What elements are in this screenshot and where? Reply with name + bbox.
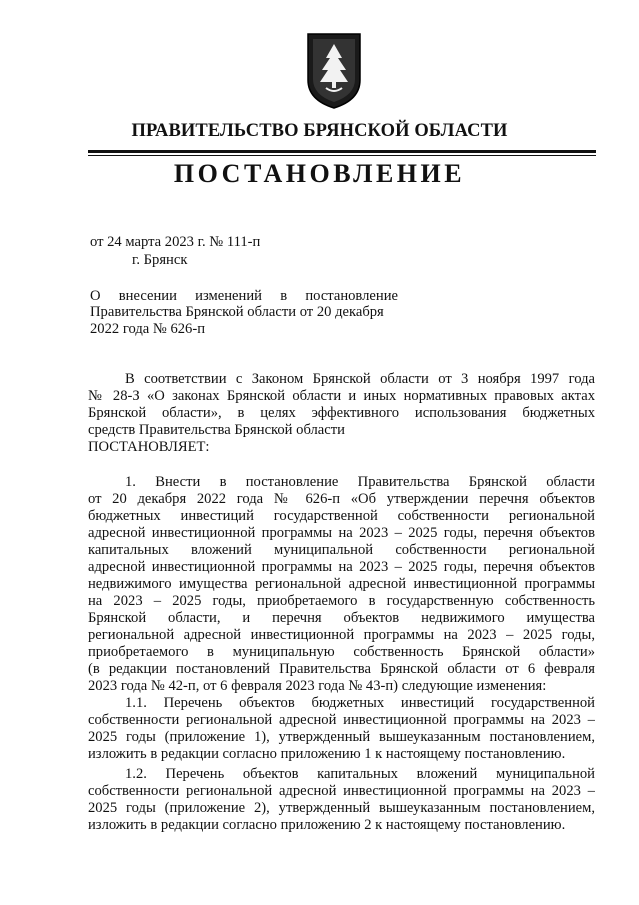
item1-line: адресной инвестиционной программы на 2023 – 2025 годы, перечня объектов	[88, 559, 595, 575]
item1-line: капитальных вложений муниципальной собственности региональной	[88, 542, 595, 558]
item1-line: (в редакции постановлений Правительства Брянской области от 6 февраля	[88, 661, 595, 677]
item1-line: 1. Внести в постановление Правительства Брянской области	[125, 474, 595, 490]
header-rule-thick	[88, 150, 596, 153]
item1-line: недвижимого имущества региональной адресной инвестиционной программы	[88, 576, 595, 592]
item1-line: региональной адресной инвестиционной программы на 2023 – 2025 годы,	[88, 627, 595, 643]
item1-2-line: 2025 годы (приложение 2), утвержденный вышеуказанным постановлением,	[88, 800, 595, 816]
item1-1-line: собственности региональной адресной инвестиционной программы на 2023 –	[88, 712, 595, 728]
document-place: г. Брянск	[132, 252, 188, 268]
item1-line: приобретаемого в муниципальную собственность Брянской области»	[88, 644, 595, 660]
item1-line: Брянской области, и перечня объектов недвижимого имущества	[88, 610, 595, 626]
preamble-line: В соответствии с Законом Брянской области от 3 ноября 1997 года	[125, 371, 595, 387]
item1-line: адресной инвестиционной программы на 2023 – 2025 годы, перечня объектов	[88, 525, 595, 541]
document-type-title: ПОСТАНОВЛЕНИЕ	[173, 159, 466, 188]
government-title: ПРАВИТЕЛЬСТВО БРЯНСКОЙ ОБЛАСТИ	[131, 121, 508, 141]
item1-1-line: 2025 годы (приложение 1), утвержденный вышеуказанным постановлением,	[88, 729, 595, 745]
item1-2-line: изложить в редакции согласно приложению 2 к настоящему постановлению.	[88, 817, 566, 833]
subject-line: 2022 года № 626-п	[90, 321, 206, 337]
item1-line: от 20 декабря 2022 года № 626-п «Об утверждении перечня объектов	[88, 491, 595, 507]
item1-line: 2023 года № 42-п, от 6 февраля 2023 года № 43-п) следующие изменения:	[88, 678, 547, 694]
document-date-number: от 24 марта 2023 г. № 111-п	[90, 234, 261, 250]
subject-line: Правительства Брянской области от 20 декабря	[90, 304, 384, 320]
preamble-line: средств Правительства Брянской области	[88, 422, 345, 438]
header-rule-thin	[88, 155, 596, 156]
item1-line: на 2023 – 2025 годы, приобретаемого в государственную собственность	[88, 593, 595, 609]
coat-of-arms-emblem	[304, 30, 364, 110]
preamble-line: Брянской области», в целях эффективного использования бюджетных	[88, 405, 595, 421]
item1-2-line: 1.2. Перечень объектов капитальных вложений муниципальной	[125, 766, 595, 782]
item1-1-line: 1.1. Перечень объектов бюджетных инвестиций государственной	[125, 695, 595, 711]
subject-line: О внесении изменений в постановление	[90, 288, 398, 304]
decree-word: ПОСТАНОВЛЯЕТ:	[88, 439, 210, 455]
item1-1-line: изложить в редакции согласно приложению 1 к настоящему постановлению.	[88, 746, 566, 762]
preamble-line: № 28-З «О законах Брянской области и иных нормативных правовых актах	[88, 388, 595, 404]
item1-line: бюджетных инвестиций государственной собственности региональной	[88, 508, 595, 524]
item1-2-line: собственности региональной адресной инвестиционной программы на 2023 –	[88, 783, 595, 799]
